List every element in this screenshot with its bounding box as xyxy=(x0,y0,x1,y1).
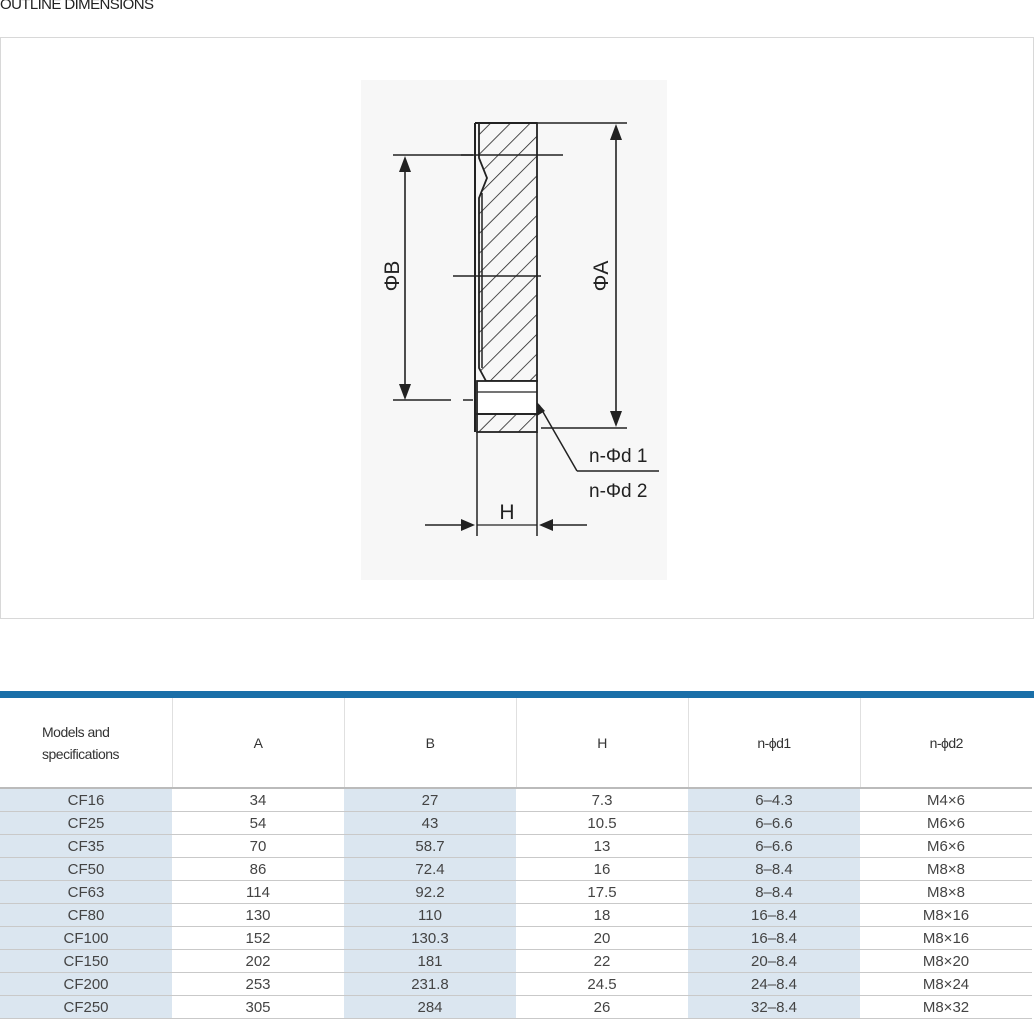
cell-model: CF35 xyxy=(0,835,172,858)
cell-h: 10.5 xyxy=(516,812,688,835)
cell-a: 253 xyxy=(172,973,344,996)
flange-section-lower xyxy=(477,414,537,432)
cell-b: 231.8 xyxy=(344,973,516,996)
flange-section-upper xyxy=(479,123,537,381)
cell-h: 13 xyxy=(516,835,688,858)
cell-n-phi-d1: 16–8.4 xyxy=(688,927,860,950)
cell-h: 17.5 xyxy=(516,881,688,904)
cell-b: 110 xyxy=(344,904,516,927)
cell-a: 305 xyxy=(172,996,344,1019)
cell-b: 92.2 xyxy=(344,881,516,904)
cell-model: CF100 xyxy=(0,927,172,950)
cell-h: 20 xyxy=(516,927,688,950)
cell-n-phi-d1: 8–8.4 xyxy=(688,858,860,881)
bolt-hole xyxy=(477,381,537,414)
table-row xyxy=(0,973,1032,996)
cell-n-phi-d1: 32–8.4 xyxy=(688,996,860,1019)
outline-drawing-panel xyxy=(0,37,1034,619)
header-models xyxy=(0,698,172,788)
cell-model: CF150 xyxy=(0,950,172,973)
cell-a: 202 xyxy=(172,950,344,973)
cell-b: 27 xyxy=(344,788,516,812)
cell-model: CF25 xyxy=(0,812,172,835)
table-row xyxy=(0,950,1032,973)
cell-a: 54 xyxy=(172,812,344,835)
cell-n-phi-d2: M6×6 xyxy=(860,835,1032,858)
table-row xyxy=(0,835,1032,858)
cell-model: CF200 xyxy=(0,973,172,996)
header-n-phi-d1: n-ϕd1 xyxy=(688,698,860,788)
label-n-phi-d1: n-Φd 1 xyxy=(589,446,648,467)
cell-a: 70 xyxy=(172,835,344,858)
label-phi-b: ΦB xyxy=(381,260,404,292)
label-phi-a: ΦA xyxy=(590,260,613,292)
table-row xyxy=(0,812,1032,835)
cell-model: CF50 xyxy=(0,858,172,881)
cell-b: 43 xyxy=(344,812,516,835)
table-header-row xyxy=(0,698,1032,788)
cell-n-phi-d1: 16–8.4 xyxy=(688,904,860,927)
cell-b: 284 xyxy=(344,996,516,1019)
cell-h: 24.5 xyxy=(516,973,688,996)
header-b: B xyxy=(344,698,516,788)
cell-n-phi-d1: 20–8.4 xyxy=(688,950,860,973)
cell-model: CF250 xyxy=(0,996,172,1019)
cell-h: 26 xyxy=(516,996,688,1019)
dimensions-table xyxy=(0,698,1032,1019)
cell-n-phi-d2: M8×8 xyxy=(860,858,1032,881)
cell-h: 22 xyxy=(516,950,688,973)
table-row xyxy=(0,927,1032,950)
cell-h: 18 xyxy=(516,904,688,927)
label-h: H xyxy=(499,501,515,524)
cell-n-phi-d2: M8×16 xyxy=(860,904,1032,927)
cell-n-phi-d2: M8×24 xyxy=(860,973,1032,996)
header-n-phi-d2: n-ϕd2 xyxy=(860,698,1032,788)
cell-b: 58.7 xyxy=(344,835,516,858)
header-a: A xyxy=(172,698,344,788)
table-top-rule xyxy=(0,691,1034,698)
cell-h: 7.3 xyxy=(516,788,688,812)
cell-n-phi-d1: 8–8.4 xyxy=(688,881,860,904)
cell-a: 114 xyxy=(172,881,344,904)
cell-n-phi-d2: M6×6 xyxy=(860,812,1032,835)
table-row xyxy=(0,858,1032,881)
cell-a: 152 xyxy=(172,927,344,950)
table-row xyxy=(0,996,1032,1019)
cell-model: CF80 xyxy=(0,904,172,927)
flange-outline-diagram xyxy=(1,38,1033,618)
cell-n-phi-d1: 6–6.6 xyxy=(688,835,860,858)
table-row xyxy=(0,904,1032,927)
cell-n-phi-d2: M8×8 xyxy=(860,881,1032,904)
header-models-line1: Models and xyxy=(42,723,110,740)
cell-n-phi-d2: M8×32 xyxy=(860,996,1032,1019)
page-title: OUTLINE DIMENSIONS xyxy=(0,0,154,13)
table-row xyxy=(0,881,1032,904)
cell-n-phi-d1: 6–4.3 xyxy=(688,788,860,812)
cell-n-phi-d2: M8×20 xyxy=(860,950,1032,973)
cell-n-phi-d1: 24–8.4 xyxy=(688,973,860,996)
label-n-phi-d2: n-Φd 2 xyxy=(589,481,648,502)
cell-n-phi-d2: M8×16 xyxy=(860,927,1032,950)
header-h: H xyxy=(516,698,688,788)
cell-model: CF16 xyxy=(0,788,172,812)
cell-b: 72.4 xyxy=(344,858,516,881)
cell-b: 130.3 xyxy=(344,927,516,950)
cell-n-phi-d2: M4×6 xyxy=(860,788,1032,812)
table-row xyxy=(0,788,1032,812)
cell-a: 130 xyxy=(172,904,344,927)
cell-model: CF63 xyxy=(0,881,172,904)
cell-a: 86 xyxy=(172,858,344,881)
header-models-line2: specifications xyxy=(42,745,120,762)
cell-a: 34 xyxy=(172,788,344,812)
cell-n-phi-d1: 6–6.6 xyxy=(688,812,860,835)
cell-b: 181 xyxy=(344,950,516,973)
cell-h: 16 xyxy=(516,858,688,881)
